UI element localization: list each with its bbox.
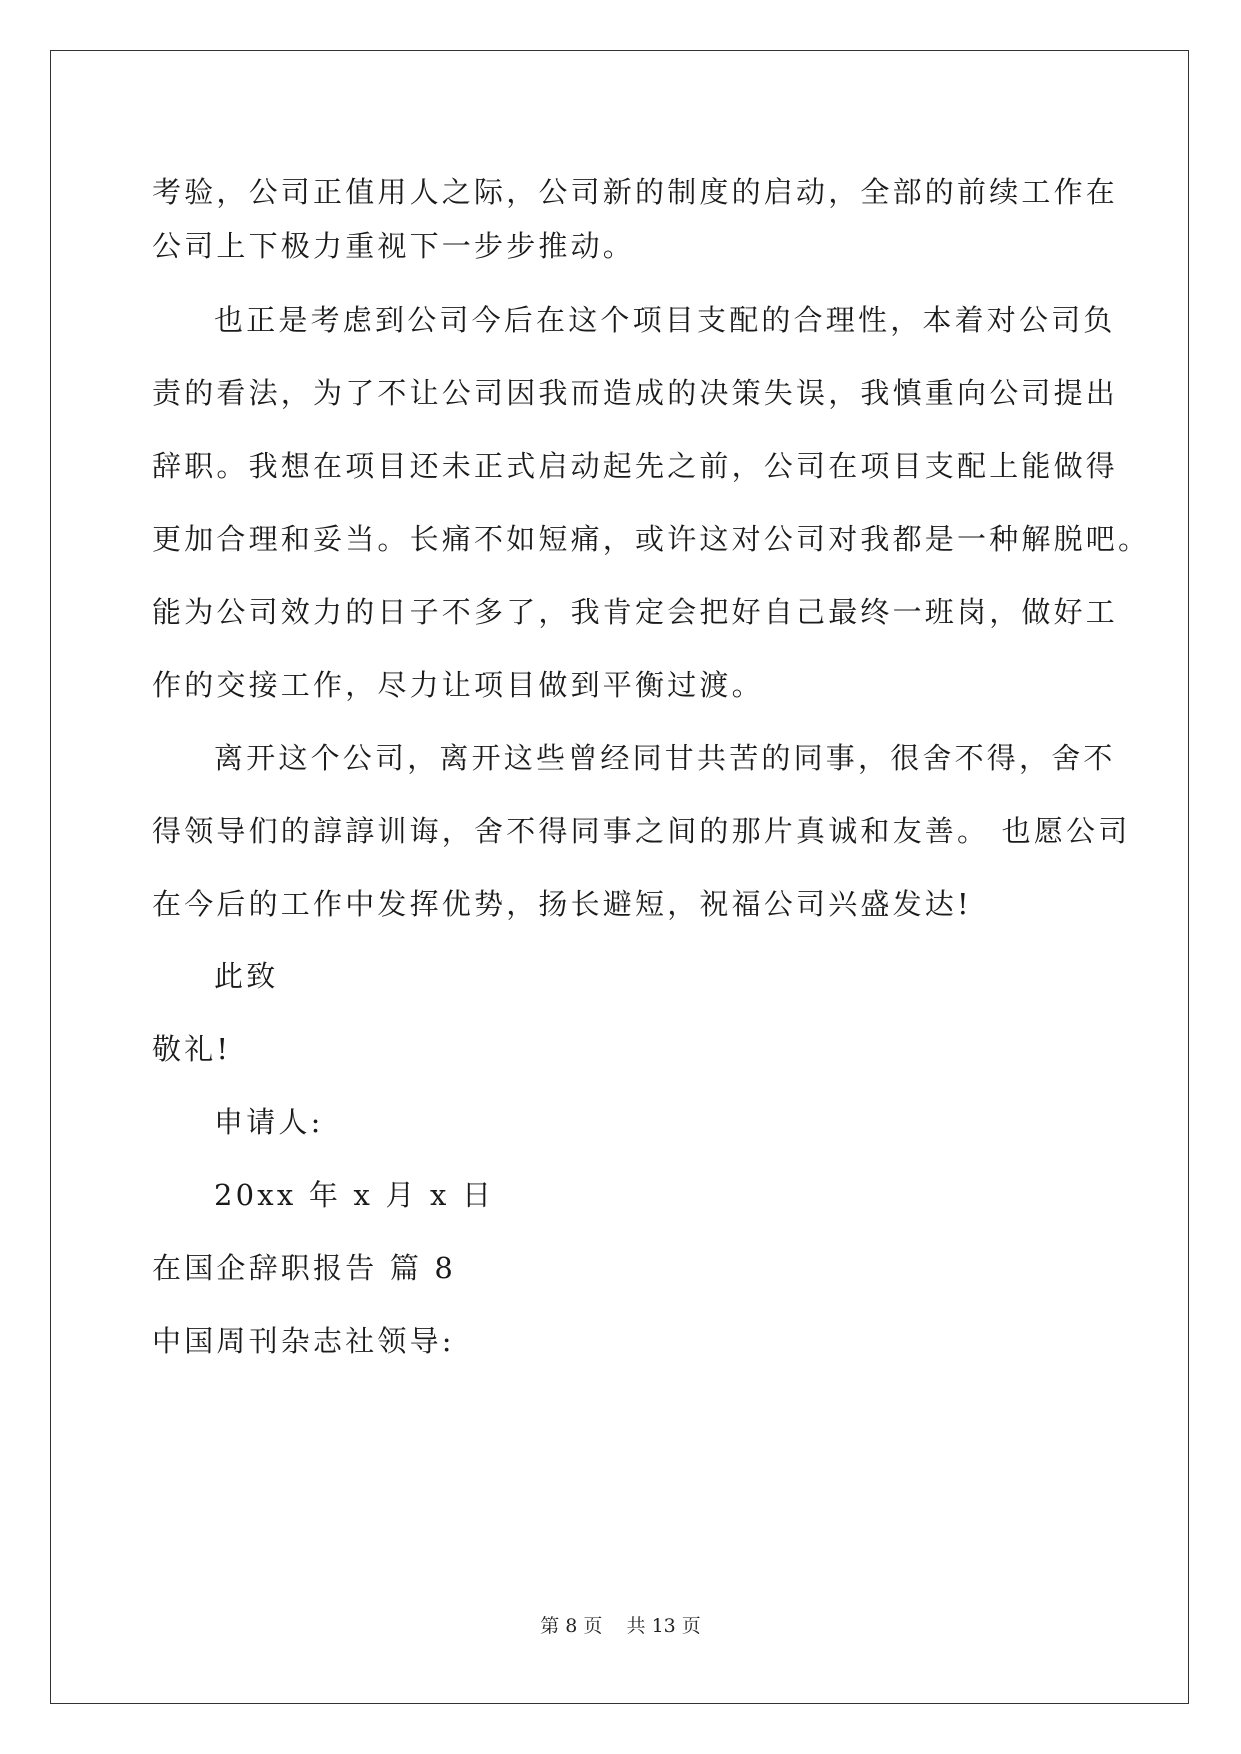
closing-regards: 敬礼! [152,1032,232,1066]
paragraph-line: 辞职。我想在项目还未正式启动起先之前，公司在项目支配上能做得 [152,449,1119,483]
date-line: 20xx 年 x 月 x 日 [214,1178,495,1212]
paragraph-line: 也正是考虑到公司今后在这个项目支配的合理性，本着对公司负 [214,303,1116,337]
paragraph-line: 考验，公司正值用人之际，公司新的制度的启动，全部的前续工作在 [152,175,1119,209]
addressee-line: 中国周刊杂志社领导: [152,1324,455,1358]
paragraph-line: 责的看法，为了不让公司因我而造成的决策失误，我慎重向公司提出 [152,376,1119,410]
paragraph-line: 离开这个公司，离开这些曾经同甘共苦的同事，很舍不得，舍不 [214,741,1116,775]
page-footer [0,1614,1241,1638]
paragraph-line: 能为公司效力的日子不多了，我肯定会把好自己最终一班岗，做好工 [152,595,1119,629]
section-heading: 在国企辞职报告 篇 8 [152,1251,457,1285]
paragraph-line: 得领导们的諄諄训诲，舍不得同事之间的那片真诚和友善。 也愿公司 [152,814,1131,848]
paragraph-line: 更加合理和妥当。长痛不如短痛，或许这对公司对我都是一种解脱吧。 [152,522,1151,556]
page-border [50,50,1189,1704]
closing-salutation: 此致 [214,959,279,993]
paragraph-line: 公司上下极力重视下一步步推动。 [152,229,636,263]
paragraph-line: 作的交接工作，尽力让项目做到平衡过渡。 [152,668,764,702]
paragraph-line: 在今后的工作中发挥优势，扬长避短，祝福公司兴盛发达! [152,887,972,921]
page-number: 第 8 页 共 13 页 [540,1615,701,1637]
applicant-label: 申请人: [214,1105,324,1139]
